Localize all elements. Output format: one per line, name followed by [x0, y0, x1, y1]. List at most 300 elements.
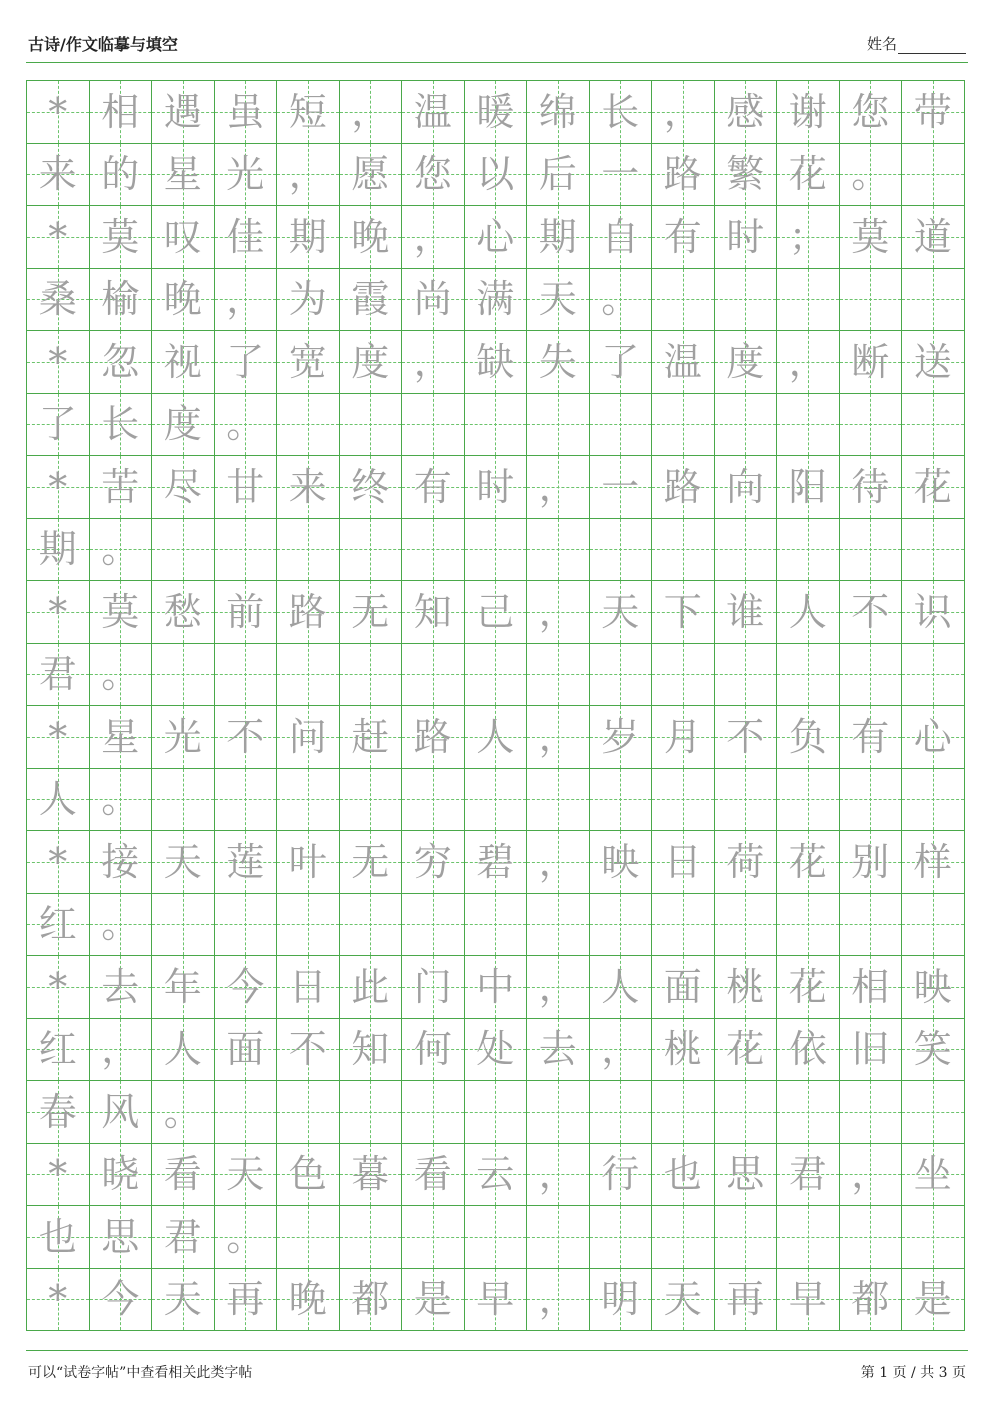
grid-cell[interactable] — [277, 1269, 340, 1332]
grid-cell[interactable] — [840, 519, 903, 582]
grid-cell[interactable] — [340, 206, 403, 269]
grid-cell[interactable] — [402, 269, 465, 332]
grid-cell[interactable] — [527, 519, 590, 582]
grid-cell[interactable] — [902, 1206, 965, 1269]
grid-cell[interactable] — [277, 456, 340, 519]
grid-cell[interactable] — [652, 1144, 715, 1207]
grid-cell[interactable] — [840, 269, 903, 332]
grid-cell[interactable] — [840, 1081, 903, 1144]
grid-cell[interactable] — [340, 894, 403, 957]
grid-cell[interactable] — [90, 1206, 153, 1269]
grid-cell[interactable] — [465, 894, 528, 957]
grid-cell[interactable] — [527, 206, 590, 269]
grid-cell[interactable] — [590, 644, 653, 707]
grid-cell[interactable] — [152, 769, 215, 832]
grid-cell[interactable] — [652, 206, 715, 269]
grid-cell[interactable] — [340, 1269, 403, 1332]
grid-cell[interactable] — [215, 1269, 278, 1332]
grid-cell[interactable] — [902, 269, 965, 332]
grid-cell[interactable] — [27, 1144, 90, 1207]
grid-cell[interactable] — [652, 456, 715, 519]
grid-cell[interactable] — [777, 894, 840, 957]
grid-cell[interactable] — [340, 644, 403, 707]
grid-cell[interactable] — [465, 269, 528, 332]
grid-cell[interactable] — [27, 1019, 90, 1082]
grid-cell[interactable] — [527, 81, 590, 144]
grid-cell[interactable] — [402, 644, 465, 707]
grid-cell[interactable] — [27, 644, 90, 707]
grid-cell[interactable] — [652, 769, 715, 832]
grid-cell[interactable] — [215, 644, 278, 707]
grid-cell[interactable] — [340, 831, 403, 894]
grid-cell[interactable] — [715, 456, 778, 519]
grid-cell[interactable] — [652, 1206, 715, 1269]
grid-cell[interactable] — [465, 769, 528, 832]
grid-cell[interactable] — [340, 519, 403, 582]
grid-cell[interactable] — [152, 831, 215, 894]
grid-cell[interactable] — [652, 894, 715, 957]
name-underline[interactable] — [898, 39, 966, 54]
grid-cell[interactable] — [340, 394, 403, 457]
grid-cell[interactable] — [152, 269, 215, 332]
grid-cell[interactable] — [527, 1081, 590, 1144]
grid-cell[interactable] — [777, 1144, 840, 1207]
grid-cell[interactable] — [340, 956, 403, 1019]
grid-cell[interactable] — [340, 456, 403, 519]
grid-cell[interactable] — [715, 894, 778, 957]
grid-cell[interactable] — [402, 394, 465, 457]
grid-cell[interactable] — [27, 894, 90, 957]
grid-cell[interactable] — [652, 706, 715, 769]
grid-cell[interactable] — [465, 581, 528, 644]
grid-cell[interactable] — [527, 331, 590, 394]
grid-cell[interactable] — [215, 831, 278, 894]
grid-cell[interactable] — [652, 1081, 715, 1144]
grid-cell[interactable] — [277, 644, 340, 707]
grid-cell[interactable] — [840, 81, 903, 144]
grid-cell[interactable] — [902, 831, 965, 894]
grid-cell[interactable] — [715, 1269, 778, 1332]
grid-cell[interactable] — [715, 269, 778, 332]
grid-cell[interactable] — [152, 1019, 215, 1082]
grid-cell[interactable] — [152, 1206, 215, 1269]
grid-cell[interactable] — [840, 581, 903, 644]
grid-cell[interactable] — [527, 144, 590, 207]
grid-cell[interactable] — [840, 456, 903, 519]
grid-cell[interactable] — [402, 1206, 465, 1269]
grid-cell[interactable] — [90, 581, 153, 644]
grid-cell[interactable] — [402, 206, 465, 269]
grid-cell[interactable] — [340, 581, 403, 644]
grid-cell[interactable] — [215, 269, 278, 332]
grid-cell[interactable] — [902, 456, 965, 519]
grid-cell[interactable] — [465, 1144, 528, 1207]
grid-cell[interactable] — [902, 519, 965, 582]
grid-cell[interactable] — [402, 769, 465, 832]
grid-cell[interactable] — [902, 581, 965, 644]
grid-cell[interactable] — [590, 894, 653, 957]
grid-cell[interactable] — [902, 1081, 965, 1144]
grid-cell[interactable] — [340, 1019, 403, 1082]
grid-cell[interactable] — [715, 644, 778, 707]
grid-cell[interactable] — [715, 831, 778, 894]
grid-cell[interactable] — [340, 1081, 403, 1144]
grid-cell[interactable] — [777, 144, 840, 207]
grid-cell[interactable] — [277, 1144, 340, 1207]
grid-cell[interactable] — [27, 269, 90, 332]
grid-cell[interactable] — [527, 1269, 590, 1332]
grid-cell[interactable] — [465, 1081, 528, 1144]
grid-cell[interactable] — [777, 331, 840, 394]
grid-cell[interactable] — [277, 519, 340, 582]
grid-cell[interactable] — [840, 831, 903, 894]
grid-cell[interactable] — [215, 894, 278, 957]
grid-cell[interactable] — [215, 331, 278, 394]
grid-cell[interactable] — [902, 1269, 965, 1332]
grid-cell[interactable] — [27, 581, 90, 644]
grid-cell[interactable] — [152, 1144, 215, 1207]
grid-cell[interactable] — [215, 581, 278, 644]
grid-cell[interactable] — [90, 456, 153, 519]
grid-cell[interactable] — [590, 1269, 653, 1332]
grid-cell[interactable] — [27, 394, 90, 457]
grid-cell[interactable] — [590, 956, 653, 1019]
grid-cell[interactable] — [527, 831, 590, 894]
grid-cell[interactable] — [652, 1269, 715, 1332]
grid-cell[interactable] — [527, 769, 590, 832]
grid-cell[interactable] — [277, 956, 340, 1019]
grid-cell[interactable] — [652, 644, 715, 707]
grid-cell[interactable] — [277, 769, 340, 832]
grid-cell[interactable] — [90, 1144, 153, 1207]
grid-cell[interactable] — [777, 269, 840, 332]
grid-cell[interactable] — [527, 1019, 590, 1082]
grid-cell[interactable] — [465, 831, 528, 894]
grid-cell[interactable] — [465, 519, 528, 582]
grid-cell[interactable] — [902, 331, 965, 394]
grid-cell[interactable] — [527, 269, 590, 332]
grid-cell[interactable] — [340, 144, 403, 207]
grid-cell[interactable] — [840, 956, 903, 1019]
grid-cell[interactable] — [90, 1019, 153, 1082]
grid-cell[interactable] — [840, 894, 903, 957]
grid-cell[interactable] — [652, 519, 715, 582]
grid-cell[interactable] — [215, 706, 278, 769]
grid-cell[interactable] — [465, 1206, 528, 1269]
grid-cell[interactable] — [840, 1206, 903, 1269]
grid-cell[interactable] — [340, 769, 403, 832]
grid-cell[interactable] — [715, 1081, 778, 1144]
grid-cell[interactable] — [590, 331, 653, 394]
grid-cell[interactable] — [340, 706, 403, 769]
grid-cell[interactable] — [652, 331, 715, 394]
grid-cell[interactable] — [215, 394, 278, 457]
grid-cell[interactable] — [527, 644, 590, 707]
grid-cell[interactable] — [402, 956, 465, 1019]
grid-cell[interactable] — [902, 1019, 965, 1082]
grid-cell[interactable] — [777, 206, 840, 269]
grid-cell[interactable] — [465, 1269, 528, 1332]
grid-cell[interactable] — [652, 81, 715, 144]
grid-cell[interactable] — [152, 581, 215, 644]
grid-cell[interactable] — [840, 394, 903, 457]
grid-cell[interactable] — [90, 1269, 153, 1332]
grid-cell[interactable] — [777, 831, 840, 894]
grid-cell[interactable] — [340, 331, 403, 394]
grid-cell[interactable] — [277, 1081, 340, 1144]
grid-cell[interactable] — [215, 81, 278, 144]
grid-cell[interactable] — [277, 269, 340, 332]
grid-cell[interactable] — [402, 81, 465, 144]
grid-cell[interactable] — [902, 706, 965, 769]
grid-cell[interactable] — [715, 331, 778, 394]
grid-cell[interactable] — [215, 144, 278, 207]
grid-cell[interactable] — [402, 581, 465, 644]
grid-cell[interactable] — [715, 769, 778, 832]
grid-cell[interactable] — [590, 81, 653, 144]
grid-cell[interactable] — [777, 1269, 840, 1332]
grid-cell[interactable] — [652, 144, 715, 207]
grid-cell[interactable] — [402, 519, 465, 582]
grid-cell[interactable] — [27, 1269, 90, 1332]
grid-cell[interactable] — [90, 894, 153, 957]
grid-cell[interactable] — [777, 769, 840, 832]
grid-cell[interactable] — [715, 519, 778, 582]
grid-cell[interactable] — [215, 956, 278, 1019]
grid-cell[interactable] — [715, 394, 778, 457]
grid-cell[interactable] — [902, 394, 965, 457]
grid-cell[interactable] — [27, 706, 90, 769]
grid-cell[interactable] — [27, 956, 90, 1019]
grid-cell[interactable] — [590, 1206, 653, 1269]
grid-cell[interactable] — [402, 706, 465, 769]
grid-cell[interactable] — [777, 394, 840, 457]
grid-cell[interactable] — [27, 144, 90, 207]
grid-cell[interactable] — [277, 894, 340, 957]
grid-cell[interactable] — [465, 644, 528, 707]
grid-cell[interactable] — [27, 81, 90, 144]
grid-cell[interactable] — [777, 1081, 840, 1144]
grid-cell[interactable] — [902, 206, 965, 269]
grid-cell[interactable] — [590, 831, 653, 894]
grid-cell[interactable] — [590, 1144, 653, 1207]
grid-cell[interactable] — [652, 1019, 715, 1082]
grid-cell[interactable] — [152, 394, 215, 457]
grid-cell[interactable] — [215, 1019, 278, 1082]
grid-cell[interactable] — [277, 394, 340, 457]
grid-cell[interactable] — [777, 644, 840, 707]
grid-cell[interactable] — [90, 144, 153, 207]
grid-cell[interactable] — [715, 956, 778, 1019]
grid-cell[interactable] — [902, 956, 965, 1019]
grid-cell[interactable] — [152, 1269, 215, 1332]
grid-cell[interactable] — [902, 144, 965, 207]
grid-cell[interactable] — [902, 644, 965, 707]
grid-cell[interactable] — [840, 769, 903, 832]
grid-cell[interactable] — [27, 1081, 90, 1144]
grid-cell[interactable] — [590, 144, 653, 207]
grid-cell[interactable] — [402, 144, 465, 207]
grid-cell[interactable] — [840, 644, 903, 707]
grid-cell[interactable] — [90, 519, 153, 582]
grid-cell[interactable] — [215, 456, 278, 519]
grid-cell[interactable] — [27, 519, 90, 582]
grid-cell[interactable] — [590, 769, 653, 832]
grid-cell[interactable] — [340, 269, 403, 332]
grid-cell[interactable] — [277, 1019, 340, 1082]
grid-cell[interactable] — [215, 1206, 278, 1269]
grid-cell[interactable] — [902, 769, 965, 832]
grid-cell[interactable] — [902, 894, 965, 957]
grid-cell[interactable] — [27, 456, 90, 519]
grid-cell[interactable] — [715, 144, 778, 207]
grid-cell[interactable] — [90, 81, 153, 144]
grid-cell[interactable] — [90, 206, 153, 269]
grid-cell[interactable] — [340, 1206, 403, 1269]
grid-cell[interactable] — [590, 706, 653, 769]
grid-cell[interactable] — [527, 581, 590, 644]
grid-cell[interactable] — [527, 456, 590, 519]
grid-cell[interactable] — [652, 831, 715, 894]
grid-cell[interactable] — [90, 956, 153, 1019]
grid-cell[interactable] — [90, 769, 153, 832]
grid-cell[interactable] — [27, 831, 90, 894]
grid-cell[interactable] — [402, 1019, 465, 1082]
grid-cell[interactable] — [715, 81, 778, 144]
grid-cell[interactable] — [840, 1144, 903, 1207]
grid-cell[interactable] — [465, 956, 528, 1019]
grid-cell[interactable] — [590, 394, 653, 457]
grid-cell[interactable] — [152, 206, 215, 269]
grid-cell[interactable] — [152, 331, 215, 394]
grid-cell[interactable] — [777, 706, 840, 769]
grid-cell[interactable] — [652, 581, 715, 644]
grid-cell[interactable] — [465, 1019, 528, 1082]
grid-cell[interactable] — [652, 394, 715, 457]
grid-cell[interactable] — [777, 456, 840, 519]
grid-cell[interactable] — [152, 1081, 215, 1144]
grid-cell[interactable] — [715, 1019, 778, 1082]
grid-cell[interactable] — [215, 1081, 278, 1144]
grid-cell[interactable] — [777, 1019, 840, 1082]
grid-cell[interactable] — [527, 394, 590, 457]
grid-cell[interactable] — [402, 1269, 465, 1332]
grid-cell[interactable] — [777, 81, 840, 144]
grid-cell[interactable] — [840, 1269, 903, 1332]
grid-cell[interactable] — [152, 894, 215, 957]
grid-cell[interactable] — [90, 706, 153, 769]
grid-cell[interactable] — [152, 144, 215, 207]
grid-cell[interactable] — [277, 81, 340, 144]
grid-cell[interactable] — [277, 581, 340, 644]
grid-cell[interactable] — [277, 706, 340, 769]
grid-cell[interactable] — [840, 706, 903, 769]
name-field[interactable] — [867, 33, 966, 54]
grid-cell[interactable] — [527, 1206, 590, 1269]
grid-cell[interactable] — [90, 331, 153, 394]
grid-cell[interactable] — [527, 894, 590, 957]
grid-cell[interactable] — [27, 331, 90, 394]
grid-cell[interactable] — [277, 206, 340, 269]
grid-cell[interactable] — [715, 206, 778, 269]
grid-cell[interactable] — [402, 894, 465, 957]
grid-cell[interactable] — [840, 331, 903, 394]
grid-cell[interactable] — [777, 519, 840, 582]
grid-cell[interactable] — [215, 206, 278, 269]
grid-cell[interactable] — [590, 206, 653, 269]
grid-cell[interactable] — [902, 81, 965, 144]
grid-cell[interactable] — [590, 269, 653, 332]
grid-cell[interactable] — [90, 269, 153, 332]
grid-cell[interactable] — [652, 956, 715, 1019]
grid-cell[interactable] — [152, 456, 215, 519]
grid-cell[interactable] — [840, 1019, 903, 1082]
grid-cell[interactable] — [465, 394, 528, 457]
grid-cell[interactable] — [90, 1081, 153, 1144]
grid-cell[interactable] — [652, 269, 715, 332]
grid-cell[interactable] — [402, 831, 465, 894]
grid-cell[interactable] — [27, 769, 90, 832]
grid-cell[interactable] — [715, 706, 778, 769]
grid-cell[interactable] — [465, 81, 528, 144]
grid-cell[interactable] — [402, 1081, 465, 1144]
grid-cell[interactable] — [777, 581, 840, 644]
grid-cell[interactable] — [277, 1206, 340, 1269]
grid-cell[interactable] — [465, 456, 528, 519]
grid-cell[interactable] — [277, 331, 340, 394]
grid-cell[interactable] — [465, 331, 528, 394]
grid-cell[interactable] — [152, 956, 215, 1019]
grid-cell[interactable] — [590, 581, 653, 644]
grid-cell[interactable] — [152, 81, 215, 144]
grid-cell[interactable] — [590, 1081, 653, 1144]
grid-cell[interactable] — [527, 1144, 590, 1207]
grid-cell[interactable] — [840, 206, 903, 269]
grid-cell[interactable] — [340, 1144, 403, 1207]
grid-cell[interactable] — [277, 831, 340, 894]
grid-cell[interactable] — [152, 519, 215, 582]
grid-cell[interactable] — [152, 706, 215, 769]
grid-cell[interactable] — [590, 1019, 653, 1082]
grid-cell[interactable] — [715, 1144, 778, 1207]
grid-cell[interactable] — [527, 706, 590, 769]
grid-cell[interactable] — [902, 1144, 965, 1207]
grid-cell[interactable] — [340, 81, 403, 144]
grid-cell[interactable] — [715, 1206, 778, 1269]
grid-cell[interactable] — [777, 956, 840, 1019]
grid-cell[interactable] — [152, 644, 215, 707]
grid-cell[interactable] — [465, 206, 528, 269]
grid-cell[interactable] — [215, 769, 278, 832]
grid-cell[interactable] — [402, 1144, 465, 1207]
grid-cell[interactable] — [590, 519, 653, 582]
grid-cell[interactable] — [402, 456, 465, 519]
grid-cell[interactable] — [90, 394, 153, 457]
grid-cell[interactable] — [715, 581, 778, 644]
grid-cell[interactable] — [90, 644, 153, 707]
grid-cell[interactable] — [402, 331, 465, 394]
grid-cell[interactable] — [465, 706, 528, 769]
grid-cell[interactable] — [215, 1144, 278, 1207]
grid-cell[interactable] — [90, 831, 153, 894]
grid-cell[interactable] — [27, 1206, 90, 1269]
grid-cell[interactable] — [777, 1206, 840, 1269]
grid-cell[interactable] — [840, 144, 903, 207]
grid-cell[interactable] — [277, 144, 340, 207]
grid-cell[interactable] — [527, 956, 590, 1019]
grid-cell[interactable] — [465, 144, 528, 207]
grid-cell[interactable] — [590, 456, 653, 519]
